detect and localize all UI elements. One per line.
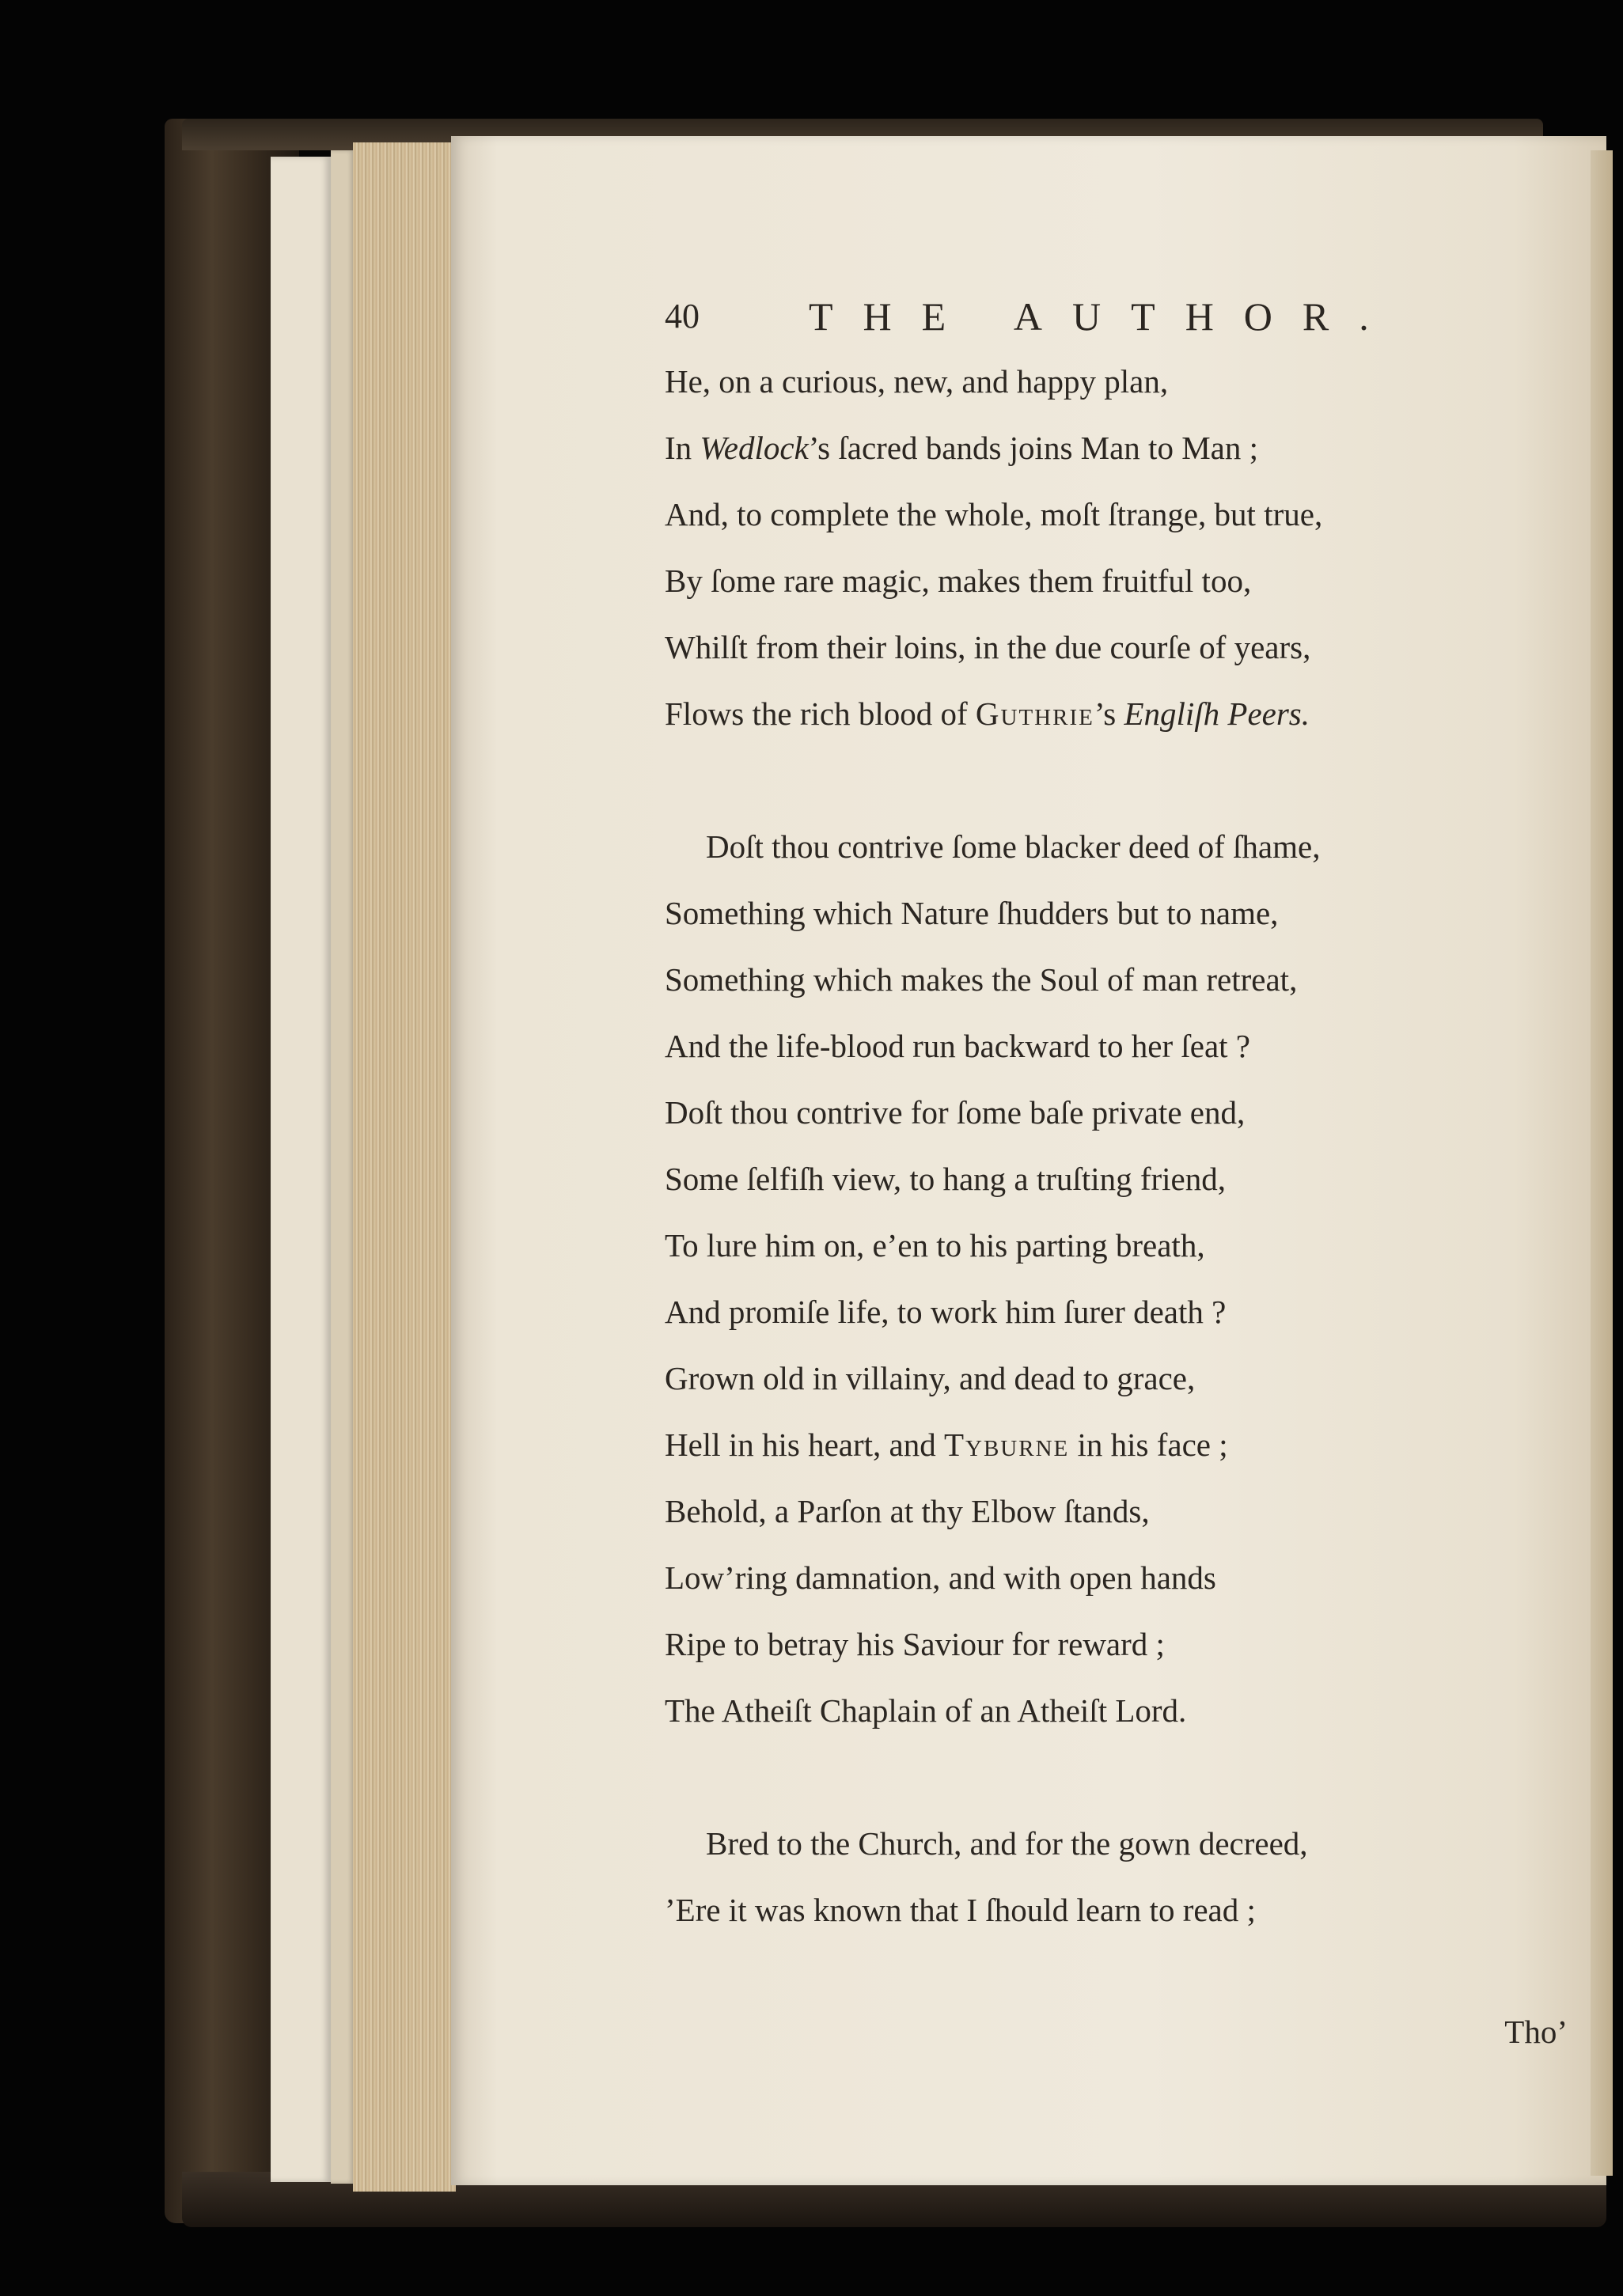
poem-line bbox=[665, 415, 1567, 481]
line-text: In bbox=[665, 430, 700, 466]
poem-line bbox=[665, 1478, 1567, 1544]
line-text: And promiſe life, to work him ſurer death ? bbox=[665, 1294, 1227, 1330]
line-text: Flows the rich blood of bbox=[665, 695, 976, 732]
page-header bbox=[665, 285, 1567, 348]
poem-line bbox=[665, 481, 1567, 547]
line-text: Hell in his heart, and bbox=[665, 1426, 944, 1463]
line-text: ’s ſacred bands joins Man to Man ; bbox=[808, 430, 1258, 466]
line-text: Whilſt from their loins, in the due courſe of years, bbox=[665, 629, 1311, 665]
poem-text-block bbox=[665, 285, 1567, 1943]
line-text: Ripe to betray his Saviour for reward ; bbox=[665, 1626, 1165, 1662]
line-text: Wedlock bbox=[700, 430, 809, 466]
line-text: Grown old in villainy, and dead to grace, bbox=[665, 1360, 1196, 1396]
poem-line bbox=[665, 946, 1567, 1013]
line-text: Some ſelfiſh view, to hang a truſting friend, bbox=[665, 1161, 1226, 1197]
running-head: THE AUTHOR. bbox=[809, 294, 1399, 339]
line-text: The Atheiſt Chaplain of an Atheiſt Lord. bbox=[665, 1692, 1187, 1729]
line-text: Engliſh Peers. bbox=[1124, 695, 1310, 732]
line-text: He, on a curious, new, and happy plan, bbox=[665, 363, 1169, 400]
stanza bbox=[665, 1810, 1567, 1943]
line-text: Doſt thou contrive for ſome baſe private end, bbox=[665, 1094, 1246, 1131]
line-text: Guthrie bbox=[975, 695, 1094, 732]
line-text: Something which Nature ſhudders but to name, bbox=[665, 895, 1279, 931]
poem-stanzas bbox=[665, 348, 1567, 1943]
poem-line bbox=[665, 1079, 1567, 1146]
poem-line bbox=[665, 614, 1567, 680]
flyleaf bbox=[271, 157, 331, 2182]
poem-line bbox=[665, 1212, 1567, 1279]
poem-line bbox=[665, 680, 1567, 747]
poem-line bbox=[665, 348, 1567, 415]
poem-line bbox=[665, 880, 1567, 946]
page-number: 40 bbox=[665, 297, 700, 335]
poem-line bbox=[665, 1146, 1567, 1212]
poem-line bbox=[665, 1411, 1567, 1478]
poem-line bbox=[665, 1877, 1567, 1943]
catchword: Tho’ bbox=[1504, 2014, 1568, 2050]
poem-line bbox=[665, 1677, 1567, 1744]
stanza bbox=[665, 348, 1567, 747]
line-text: Behold, a Parſon at thy Elbow ſtands, bbox=[665, 1493, 1150, 1529]
poem-line bbox=[665, 1810, 1567, 1877]
line-text: in his face ; bbox=[1069, 1426, 1228, 1463]
line-text: Bred to the Church, and for the gown decreed, bbox=[706, 1825, 1308, 1862]
line-text: And, to complete the whole, moſt ſtrange, but true, bbox=[665, 496, 1323, 532]
line-text: ’s bbox=[1094, 695, 1124, 732]
line-text: To lure him on, e’en to his parting breath, bbox=[665, 1227, 1205, 1264]
stanza bbox=[665, 813, 1567, 1744]
line-text: ’Ere it was known that I ſhould learn to read ; bbox=[665, 1892, 1256, 1928]
poem-line bbox=[665, 1279, 1567, 1345]
poem-line bbox=[665, 1013, 1567, 1079]
poem-line bbox=[665, 813, 1567, 880]
poem-line bbox=[665, 547, 1567, 614]
line-text: Something which makes the Soul of man retreat, bbox=[665, 961, 1298, 998]
flyleaf-inner bbox=[331, 150, 355, 2184]
line-text: By ſome rare magic, makes them fruitful too, bbox=[665, 563, 1252, 599]
line-text: Tyburne bbox=[943, 1426, 1070, 1463]
line-text: Low’ring damnation, and with open hands bbox=[665, 1559, 1216, 1596]
poem-line bbox=[665, 1345, 1567, 1411]
line-text: Doſt thou contrive ſome blacker deed of ſhame, bbox=[706, 828, 1321, 865]
poem-line bbox=[665, 1544, 1567, 1611]
page-edges bbox=[353, 142, 456, 2192]
page-gutter-edge bbox=[1591, 150, 1613, 2176]
line-text: And the life-blood run backward to her ſeat ? bbox=[665, 1028, 1251, 1064]
poem-line bbox=[665, 1611, 1567, 1677]
